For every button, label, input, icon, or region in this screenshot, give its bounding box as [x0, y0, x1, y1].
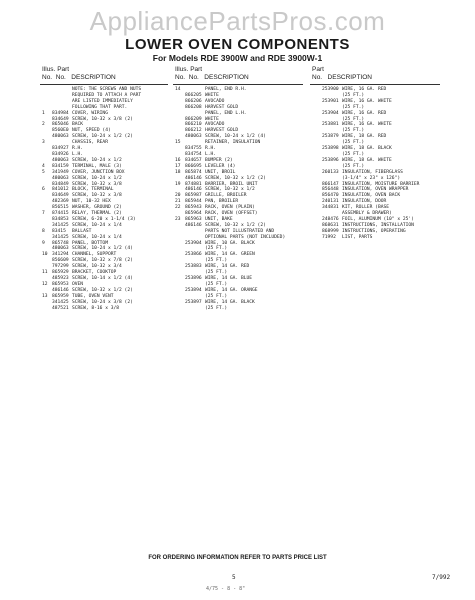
part-number: 868631 [322, 222, 339, 228]
illus-number: 23 [175, 216, 181, 222]
part-description: SCREW, 10-24 x 1/4 [72, 222, 122, 228]
part-number: 253879 [322, 134, 339, 140]
illus-label: Illus. [175, 66, 189, 73]
parts-column-3 [312, 87, 442, 241]
part-description: BACK [72, 122, 84, 128]
part-number: 834849 [52, 181, 69, 187]
part-description: (25 FT.) [342, 116, 365, 122]
part-description: REQUIRED TO ATTACH A PART [72, 92, 142, 98]
part-description: WIRE, 14 GA. GREEN [205, 252, 255, 258]
part-description: (25 FT.) [342, 140, 365, 146]
part-description: SCREW, 10-32 x 3/8 [72, 193, 122, 199]
scan-mark: 4/75 - 8 - 8" [206, 586, 246, 592]
illus-number: 8 [42, 228, 45, 234]
part-description: WASHER, GROUND (2) [72, 205, 122, 211]
no-label: No. [188, 74, 199, 81]
part-description: WIRE, 18 GA. RED [342, 134, 387, 140]
part-description: WIRE, 14 GA. ORANGE [205, 287, 258, 293]
part-number: 865987 [185, 193, 202, 199]
part-number: 71992 [322, 234, 336, 240]
part-description: INSULATION, OVEN BACK [342, 193, 401, 199]
part-number: 260133 [322, 169, 339, 175]
part-number: 856448 [322, 187, 339, 193]
part-description: SCREW, 10-32 x 1/2 (2) [72, 287, 133, 293]
illus-number: 3 [42, 140, 45, 146]
part-number: 253904 [185, 240, 202, 246]
part-description: SCREW, 10-24 x 1/2 [72, 157, 122, 163]
part-description: WIRE, 14 GA. BLUE [205, 276, 253, 281]
no-label: No. [312, 74, 323, 81]
part-description: SCREW, 8-16 x 3/8 [72, 305, 120, 311]
parts-row [312, 235, 442, 241]
part-number: 341294 [52, 252, 69, 258]
part-description: HARVEST GOLD [205, 104, 239, 110]
part-description: SCREW, 10-24 x 1/2 (2) [72, 134, 133, 140]
part-description: LIST, PARTS [342, 234, 373, 240]
part-description: TERMINAL, MALE (3) [72, 163, 122, 169]
part-description: WHITE [205, 116, 219, 122]
part-number: 866209 [185, 116, 202, 122]
no-label: No. [55, 74, 66, 81]
part-number: 480063 [52, 134, 69, 140]
part-description: WIRE, 10 GA. BLACK [205, 240, 255, 246]
part-description: PANEL, END R.H. [205, 87, 247, 92]
header-rule [40, 84, 168, 85]
part-description: (25 FT.) [342, 128, 365, 134]
part-description: WHITE [205, 92, 219, 98]
part-description: L.H. [205, 151, 217, 157]
watermark: AppliancePartsPros.com [89, 6, 386, 36]
part-description: ARE LISTED IMMEDIATELY [72, 98, 133, 104]
part-description: BRACKET, COOKTOP [72, 270, 117, 276]
part-description: NUT, 10-32 HEX [72, 199, 111, 205]
description-label: DESCRIPTION [71, 74, 116, 81]
part-description: R.H. [72, 146, 84, 152]
description-label: DESCRIPTION [204, 74, 249, 81]
illus-number: 14 [175, 87, 181, 92]
part-description: (25 FT.) [342, 151, 365, 157]
part-description: INSULATION, FIBERGLASS [342, 169, 403, 175]
illus-number: 7 [42, 211, 45, 217]
part-number: 865959 [52, 293, 69, 299]
part-number: 486146 [185, 175, 202, 181]
illus-number [312, 235, 322, 241]
illus-number: 20 [175, 193, 181, 199]
part-description: GRILLE, BROILER [205, 193, 247, 199]
part-number: 834649 [52, 193, 69, 199]
part-number: 482369 [52, 199, 69, 205]
part-description: KIT, ROLLER (BASE [342, 205, 390, 211]
illus-number: 4 [42, 163, 45, 169]
part-number: 834649 [52, 116, 69, 122]
part-description: CHASSIS, REAR [72, 140, 108, 146]
part-description: SCREW, 10-24 x 3/8 (2) [72, 299, 133, 305]
part-description: (3-1/4" x 23" x 126") [342, 175, 401, 181]
part-number: 865929 [52, 270, 69, 276]
part-label: Part [312, 66, 324, 73]
part-number: 486146 [185, 222, 202, 228]
part-description: RACK, OVEN (OFFSET) [205, 211, 258, 217]
part-description: SCREW, 10-24 x 1/2 (4) [72, 246, 133, 252]
part-description: SCREW, 10-32 x 1/2 (2) [205, 175, 266, 181]
illus-number: 13 [42, 293, 48, 299]
part-number: 865874 [185, 169, 202, 175]
part-description: WIRE, 16 GA. WHITE [342, 98, 392, 104]
part-description: AVOCADO [205, 98, 225, 104]
page-number: 5 [232, 574, 236, 581]
illus-number [42, 306, 52, 312]
part-description: (25 FT.) [342, 104, 365, 110]
part-number: 8560E0 [52, 128, 69, 134]
part-number: 866206 [185, 98, 202, 104]
part-number: 865963 [185, 216, 202, 222]
part-description: WIRE, 16 GA. WHITE [342, 122, 392, 128]
illus-number: 16 [175, 157, 181, 163]
part-description: INSULATION, MOISTURE BARRIER [342, 181, 420, 187]
illus-number: 22 [175, 205, 181, 211]
parts-column-1 [42, 87, 170, 311]
part-description: SCREW, 10-32 x 3/8 (2) [72, 116, 133, 122]
part-number: 83415 [52, 228, 66, 234]
part-description: SCREW, 6-20 x 1-1/4 (3) [72, 216, 136, 222]
part-number: 866205 [185, 92, 202, 98]
illus-number: 1 [42, 110, 45, 116]
part-description: (25 FT.) [342, 163, 365, 169]
part-description: (25 FT.) [205, 293, 228, 299]
illus-number: 11 [42, 270, 48, 276]
part-description: SCREW, 10-24 x 1/2 [72, 175, 122, 181]
part-description: BLOCK, TERMINAL [72, 187, 114, 193]
part-number: 341425 [52, 299, 69, 305]
part-number: 865953 [52, 281, 69, 287]
part-description: PARTS NOT ILLUSTRATED AND [205, 228, 275, 234]
part-number: 253894 [185, 287, 202, 293]
illus-number: 2 [42, 122, 45, 128]
part-description: SCREW, 10-14 x 1/2 (4) [72, 276, 133, 281]
part-description: BUMPER (2) [205, 157, 233, 163]
part-description: HARVEST GOLD [205, 128, 239, 134]
part-number: 253900 [322, 87, 339, 92]
illus-number: 9 [42, 240, 45, 246]
illus-number: 15 [175, 140, 181, 146]
part-number: 834755 [185, 146, 202, 152]
part-number: 248476 [322, 216, 339, 222]
part-description: OPTIONAL PARTS (NOT INCLUDED) [205, 234, 286, 240]
part-number: 341949 [52, 169, 69, 175]
parts-row [175, 306, 305, 312]
part-number: 874415 [52, 211, 69, 217]
part-number: 834927 [52, 146, 69, 152]
part-description: ASSEMBLY & DRAWER) [342, 211, 392, 217]
page-title: LOWER OVEN COMPONENTS [125, 36, 350, 53]
part-number: 253901 [322, 98, 339, 104]
part-description: CHANNEL, SUPPORT [72, 252, 117, 258]
illus-number: 17 [175, 163, 181, 169]
part-number: 797299 [52, 264, 69, 270]
part-number: 834159 [52, 163, 69, 169]
part-number: 480063 [52, 157, 69, 163]
part-number: 866208 [185, 104, 202, 110]
part-number: 485923 [52, 276, 69, 281]
part-description: PAN, BROILER [205, 199, 239, 205]
part-description: AVOCADO [205, 122, 225, 128]
illus-number: 5 [42, 169, 45, 175]
part-number: 341425 [52, 222, 69, 228]
part-description: SCREW, 10-32 x 1/2 (2) [205, 222, 266, 228]
part-description: RETAINER, INSULATION [205, 140, 261, 146]
part-number: 868999 [322, 228, 339, 234]
header-rule [310, 84, 440, 85]
part-number: 253897 [185, 299, 202, 305]
part-number: 253896 [185, 276, 202, 281]
part-number [185, 306, 205, 312]
part-number: 487521 [52, 305, 69, 311]
part-description: INSULATION, DOOR [342, 199, 387, 205]
part-number: 834657 [185, 157, 202, 163]
part-number: 253881 [322, 122, 339, 128]
col2-header [175, 66, 249, 82]
part-description: UNIT, BAKE [205, 216, 233, 222]
part-description: INSTRUCTIONS, OPERATING [342, 228, 406, 234]
parts-row [42, 306, 170, 312]
illus-label: Illus. [42, 66, 56, 73]
part-number: 480063 [52, 246, 69, 252]
part-number: 253866 [185, 252, 202, 258]
part-description: R.H. [205, 146, 217, 152]
no-label: No. [175, 74, 186, 81]
part-description: (25 FT.) [205, 281, 228, 287]
part-description: FOLLOWING THAT PART. [72, 104, 128, 110]
part-description: FOIL, ALUMINUM (10" x 25') [342, 216, 414, 222]
part-description: COVER, JUNCTION BOX [72, 169, 125, 175]
part-description: BALLAST [72, 228, 92, 234]
header-rule [173, 84, 303, 85]
part-description: PANEL, BOTTOM [72, 240, 108, 246]
part-number: 856609 [52, 258, 69, 264]
part-number: 480063 [52, 175, 69, 181]
part-number: 866210 [185, 122, 202, 128]
illus-number [175, 306, 185, 312]
part-description: INSTRUCTIONS, INSTALLATION [342, 222, 414, 228]
part-number: 865944 [185, 199, 202, 205]
part-label: Part [57, 66, 70, 73]
part-number: 865964 [185, 211, 202, 217]
part-number: 253898 [322, 146, 339, 152]
no-label: No. [42, 74, 53, 81]
part-number: 865046 [52, 122, 69, 128]
illus-number: 19 [175, 181, 181, 187]
part-number: 866147 [322, 181, 339, 187]
part-number: 240131 [322, 199, 339, 205]
col3-header [312, 66, 372, 82]
part-number: 834984 [52, 110, 69, 116]
part-description: NUT, SPEED (4) [72, 128, 111, 134]
col1-header [42, 66, 116, 82]
part-number: 866212 [185, 128, 202, 134]
part-number: 865943 [185, 205, 202, 211]
parts-column-2 [175, 87, 305, 311]
ordering-footer: FOR ORDERING INFORMATION REFER TO PARTS PRICE LIST [148, 555, 327, 561]
part-number: 253896 [322, 157, 339, 163]
page-date: 7/992 [432, 574, 451, 581]
part-description: WIRE, 18 GA. WHITE [342, 157, 392, 163]
part-number: 834853 [52, 216, 69, 222]
part-number: 865748 [52, 240, 69, 246]
part-description: UNIT, BROIL [205, 169, 236, 175]
page-subtitle: For Models RDE 3900W and RDE 3900W-1 [152, 53, 323, 63]
part-number: 874881 [185, 181, 202, 187]
illus-number: 12 [42, 281, 48, 287]
part-number: 486146 [185, 187, 202, 193]
part-description: SCREW, 10-32 x 7/8 (2) [72, 258, 133, 264]
part-description: SCREW, 10-32 x 1/2 [205, 187, 255, 193]
part-description: L.H. [72, 151, 84, 157]
description-label: DESCRIPTION [327, 74, 372, 81]
part-description: OVEN [72, 281, 84, 287]
part-description: LEVELER (4) [205, 163, 236, 169]
illus-number: 21 [175, 199, 181, 205]
part-description: SCREW, 10-24 x 1/4 [72, 234, 122, 240]
part-number: 253883 [185, 264, 202, 270]
part-description: WIRE, 16 GA. RED [342, 87, 387, 92]
part-label: Part [190, 66, 203, 73]
part-description: SCREW, 10-24 x 1/2 (4) [205, 134, 266, 140]
part-number: 341425 [52, 234, 69, 240]
part-number: 834926 [52, 151, 69, 157]
part-description: (25 FT.) [342, 92, 365, 98]
part-number: 486146 [52, 287, 69, 293]
part-number: 856470 [322, 193, 339, 199]
part-description: RELAY, THERMAL (2) [72, 211, 122, 217]
illus-number: 18 [175, 169, 181, 175]
part-number: 866695 [185, 163, 202, 169]
part-description: WIRE, 16 GA. RED [342, 110, 387, 116]
part-description: WIRE, 14 GA. RED [205, 264, 250, 270]
part-description: SCREW, 10-32 x 3/4 [72, 264, 122, 270]
part-number: 344831 [322, 205, 339, 211]
part-description: SCREW, 10-32 x 3/8 [72, 181, 122, 187]
part-description: (25 FT.) [205, 270, 228, 276]
part-number: 253904 [322, 110, 339, 116]
part-description: INSULATION, OVEN WRAPPER [342, 187, 409, 193]
part-number: 841012 [52, 187, 69, 193]
part-description: NOTE: THE SCREWS AND NUTS [72, 87, 142, 92]
part-number: 834754 [185, 151, 202, 157]
part-description: PANEL, END L.H. [205, 110, 247, 116]
part-description: TUBE, OVEN VENT [72, 293, 114, 299]
part-description: (25 FT.) [205, 246, 228, 252]
part-description: RACK, OVEN (PLAIN) [205, 205, 255, 211]
part-description: WIRE, 14 GA. BLACK [205, 299, 255, 305]
part-description: (25 FT.) [205, 305, 228, 311]
illus-number: 6 [42, 187, 45, 193]
part-description: WIRE, 18 GA. BLACK [342, 146, 392, 152]
part-description: BARRIER, BROIL UNIT [205, 181, 258, 187]
part-description: COVER, WIRING [72, 110, 108, 116]
illus-number: 10 [42, 252, 48, 258]
part-number: 480063 [185, 134, 202, 140]
part-number: 856515 [52, 205, 69, 211]
part-description: (25 FT.) [205, 258, 228, 264]
